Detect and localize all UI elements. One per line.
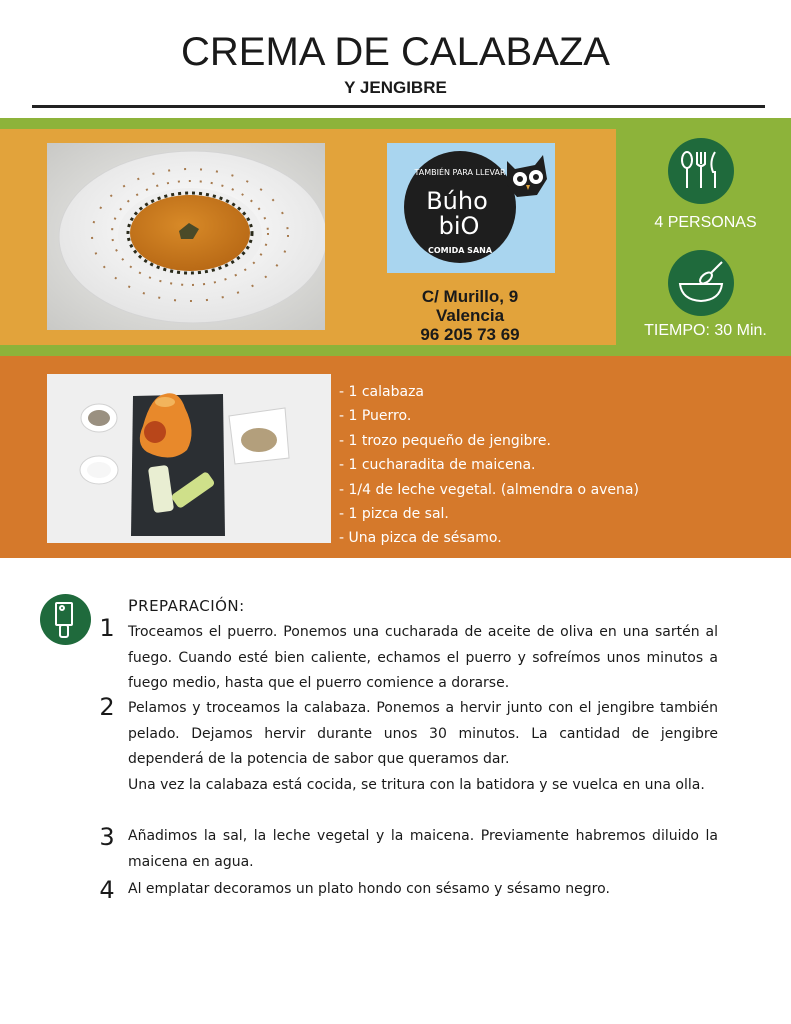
step-text: Al emplatar decoramos un plato hondo con sésamo y sésamo negro. bbox=[128, 881, 610, 897]
utensils-icon bbox=[668, 138, 734, 204]
step-text: Troceamos el puerro. Ponemos una cucharada de aceite de oliva en una sartén al fuego. Cuando esté bien caliente, echamos el puerro y sofreímos unos minutos a fuego medio, hasta que el puerro comience a dorarse. bbox=[128, 624, 718, 691]
address-phone: 96 205 73 69 bbox=[420, 325, 520, 344]
ingredient-item: - 1/4 de leche vegetal. (almendra o avena) bbox=[339, 481, 639, 498]
address-city: Valencia bbox=[435, 306, 505, 325]
logo-line1: Búho bbox=[426, 187, 488, 215]
ingredient-item: - 1 Puerro. bbox=[339, 408, 412, 425]
step-text: Pelamos y troceamos la calabaza. Ponemos a hervir junto con el jengibre también pelado. Dejamos hervir durante unos 30 minutos. La cantidad de jengibre dependerá de la potencia de sabor que queramos dar. bbox=[128, 700, 718, 767]
logo-top-text: TAMBIÉN PARA LLEVAR bbox=[414, 168, 506, 177]
buho-bio-logo bbox=[387, 143, 555, 273]
soup-photo bbox=[47, 143, 325, 330]
preparation-title bbox=[128, 596, 245, 615]
ingredient-item: - 1 calabaza bbox=[339, 384, 424, 400]
ingredient-item: - 1 pizca de sal. bbox=[339, 505, 449, 522]
time-label: TIEMPO: 30 Min. bbox=[644, 322, 767, 339]
step-text: Añadimos la sal, la leche vegetal y la maicena. Previamente habremos diluido la maicena en agua. bbox=[128, 828, 718, 870]
preparation-title-initial: P bbox=[128, 596, 139, 615]
preparation-title-rest: REPARACIÓN: bbox=[138, 597, 245, 615]
step-number: 1 bbox=[99, 614, 115, 642]
title-divider bbox=[32, 105, 765, 108]
mixing-bowl-icon bbox=[668, 250, 734, 316]
step-text-continued: Una vez la calabaza está cocida, se tritura con la batidora y se vuelca en una olla. bbox=[128, 777, 705, 793]
step-number: 3 bbox=[99, 823, 115, 851]
logo-line2: biO bbox=[438, 212, 480, 240]
cleaver-icon bbox=[40, 594, 91, 645]
address-street: C/ Murillo, 9 bbox=[421, 287, 519, 306]
servings-label: 4 PERSONAS bbox=[654, 214, 757, 231]
ingredient-item: - 1 cucharadita de maicena. bbox=[339, 457, 536, 474]
step-number: 2 bbox=[99, 693, 115, 721]
ingredients-photo bbox=[47, 374, 331, 543]
restaurant-address bbox=[380, 287, 560, 344]
recipe-subtitle: Y JENGIBRE bbox=[344, 78, 447, 97]
ingredient-item: - Una pizca de sésamo. bbox=[339, 530, 502, 547]
step-number: 4 bbox=[99, 876, 115, 904]
ingredient-item: - 1 trozo pequeño de jengibre. bbox=[339, 432, 551, 449]
logo-bottom-text: COMIDA SANA bbox=[427, 246, 493, 255]
recipe-title: CREMA DE CALABAZA bbox=[180, 30, 610, 74]
ingredients-list bbox=[339, 380, 639, 551]
